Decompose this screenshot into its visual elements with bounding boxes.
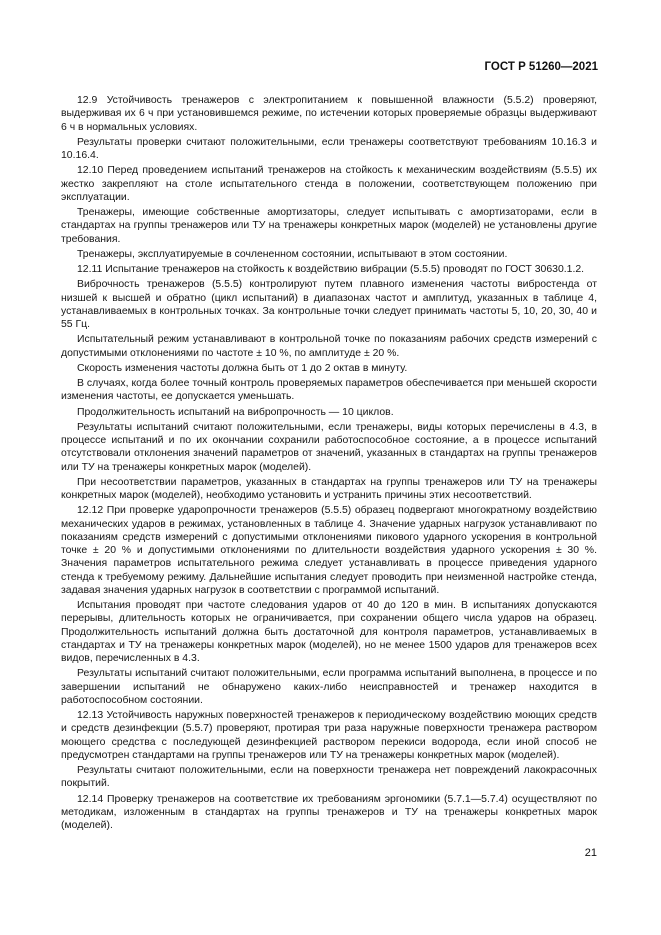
paragraph: 12.11 Испытание тренажеров на стойкость к воздействию вибрации (5.5.5) проводят по ГОСТ 30630.1.2. xyxy=(77,264,585,275)
document-body xyxy=(61,94,597,834)
paragraph: Результаты испытаний считают положительными, если тренажеры, виды которых перечислены в 4.3, в процессе испытаний и по их окончании сохранили работоспособное состояние, а в процессе испытаний отсутствовали отклонения значений параметров от значений, указанных в стандартах на группы тренажеров или ТУ на тренажеры конкретных марок (моделей). xyxy=(61,421,597,473)
paragraph: Тренажеры, имеющие собственные амортизаторы, следует испытывать с амортизаторами, если в стандартах на группы тренажеров или ТУ на тренажеры конкретных марок (моделей) не установлены другие требования. xyxy=(61,207,597,245)
paragraph: Результаты считают положительными, если на поверхности тренажера нет повреждений лакокрасочных покрытий. xyxy=(61,765,597,790)
paragraph: 12.12 При проверке ударопрочности тренажеров (5.5.5) образец подвергают многократному воздействию механических ударов в режимах, установленных в таблице 4. Значение ударных нагрузок устанавливают по показаниям средств измерений с допустимыми отклонениями пикового ударного ускорения в контрольной точке ± 20 % и допустимыми отклонениями по длительности воздействия ударного ускорения ± 30 %. Значения параметров испытательного режима следует устанавливать в процессе приведения ударного стенда к требуемому режиму. Дальнейшие испытания следует проводить при неизменной настройке стенда, задавая значения ударных нагрузок в соответствии с программой испытаний. xyxy=(61,505,597,596)
paragraph: Продолжительность испытаний на вибропрочность — 10 циклов. xyxy=(77,406,394,418)
paragraph: Испытательный режим устанавливают в контрольной точке по показаниям рабочих средств измерений с допустимыми отклонениями по частоте ± 10 %, по амплитуде ± 20 %. xyxy=(61,334,597,359)
paragraph: Результаты испытаний считают положительными, если программа испытаний выполнена, в процессе и по завершении испытаний не обнаружено каких-либо неисправностей и тренажер находится в работоспособном состоянии. xyxy=(61,668,597,706)
page-number: 21 xyxy=(584,847,597,859)
paragraph: 12.13 Устойчивость наружных поверхностей тренажеров к периодическому воздействию моющих средств и средств дезинфекции (5.5.7) проверяют, протирая три раза наружные поверхности тренажера раствором моющего средства с последующей дезинфекцией раствором перекиси водорода, если иной способ не предусмотрен стандартами на группы тренажеров или ТУ на тренажеры конкретных марок (моделей). xyxy=(61,710,597,761)
paragraph: Скорость изменения частоты должна быть от 1 до 2 октав в минуту. xyxy=(77,362,408,374)
paragraph: В случаях, когда более точный контроль проверяемых параметров обеспечивается при меньшей скорости изменения частоты, ее допускается уменьшать. xyxy=(61,378,597,403)
paragraph: Испытания проводят при частоте следования ударов от 40 до 120 в мин. В испытаниях допускаются перерывы, длительность которых не ограничивается, при сохранении общего числа ударов на образец. Продолжительность испытаний должна быть достаточной для контроля параметров, устанавливаемых в стандартах и ТУ на тренажеры конкретных марок (моделей), но не менее 1500 ударов для тренажеров всех видов, перечисленных в 4.3. xyxy=(61,600,597,664)
paragraph: 12.10 Перед проведением испытаний тренажеров на стойкость к механическим воздействиям (5.5.5) их жестко закрепляют на столе испытательного стенда в положении, соответствующем положению при эксплуатации. xyxy=(61,165,597,203)
document-code-header: ГОСТ Р 51260—2021 xyxy=(484,61,598,73)
paragraph: 12.9 Устойчивость тренажеров с электропитанием к повышенной влажности (5.5.2) проверяют, выдерживая их 6 ч при установившемся режиме, по истечении которых проверяемые образцы выдерживают 6 ч в нормальных условиях. xyxy=(61,95,597,133)
paragraph: Виброчность тренажеров (5.5.5) контролируют путем плавного изменения частоты вибростенда от низшей к высшей и обратно (цикл испытаний) в диапазонах частот и амплитуд, указанных в таблице 4, устанавливаемых в контрольных точках. За контрольные точки следует принимать частоты 5, 10, 20, 30, 40 и 55 Гц. xyxy=(61,279,597,330)
paragraph: При несоответствии параметров, указанных в стандартах на группы тренажеров или ТУ на тренажеры конкретных марок (моделей), необходимо установить и устранить причины этих несоответствий. xyxy=(61,476,597,501)
paragraph: 12.14 Проверку тренажеров на соответствие их требованиям эргономики (5.7.1—5.7.4) осуществляют по методикам, изложенным в стандартах на группы тренажеров и ТУ на тренажеры конкретных марок (моделей). xyxy=(61,793,597,831)
paragraph: Результаты проверки считают положительными, если тренажеры соответствуют требованиям 10.16.3 и 10.16.4. xyxy=(61,136,597,161)
paragraph: Тренажеры, эксплуатируемые в сочлененном состоянии, испытывают в этом состоянии. xyxy=(77,248,508,260)
